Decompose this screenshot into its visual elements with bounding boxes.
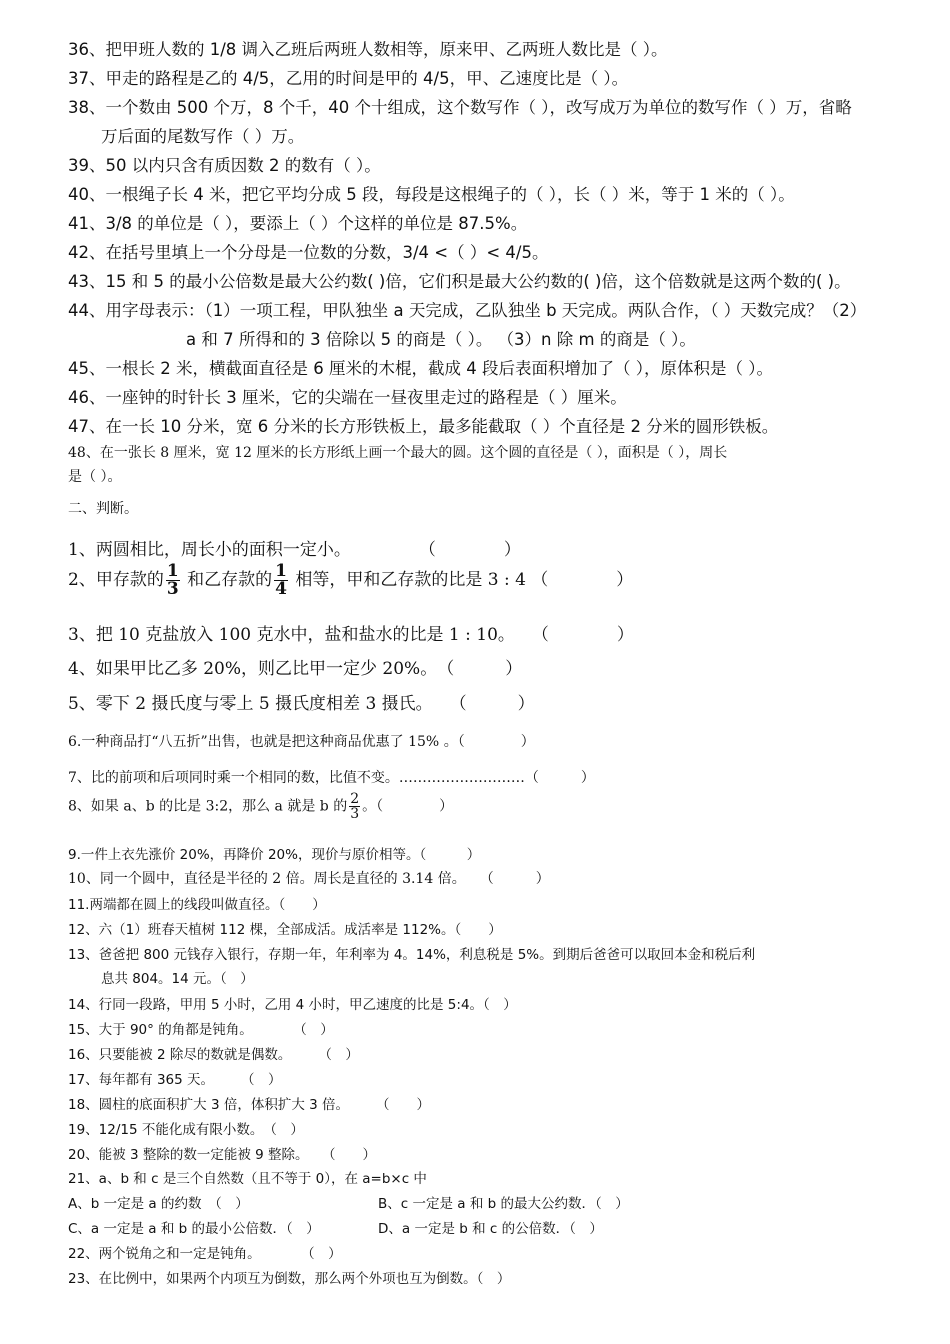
question-38: 38、一个数由 500 个万，8 个千，40 个十组成，这个数写作（ ），改写成万为单位的数写作（ ）万，省略: [68, 98, 852, 117]
question-39: 39、50 以内只含有质因数 2 的数有（ ）。: [68, 156, 381, 175]
question-46: 46、一座钟的时针长 3 厘米，它的尖端在一昼夜里走过的路程是（ ）厘米。: [68, 388, 627, 407]
question-44: 44、用字母表示：（1）一项工程，甲队独坐 a 天完成，乙队独坐 b 天完成。两队合作，（ ）天数完成？（2）: [68, 301, 867, 320]
tf-question-8: [68, 792, 453, 821]
tf-question-17: 17、每年都有 365 天。 （ ）: [68, 1072, 282, 1088]
tf-question-9: 9.一件上衣先涨价 20%，再降价 20%，现价与原价相等。（ ）: [68, 847, 481, 863]
tf-question-8-part1: 8、如果 a、b 的比是 3:2，那么 a 就是 b 的: [68, 798, 348, 815]
fraction-one-third: $\frac{1}{3}$: [166, 561, 179, 599]
tf-question-16: 16、只要能被 2 除尽的数就是偶数。 （ ）: [68, 1047, 359, 1063]
tf-question-21: 21、a、b 和 c 是三个自然数（且不等于 0），在 a=b×c 中: [68, 1171, 427, 1187]
tf-question-4: 4、如果甲比乙多 20%，则乙比甲一定少 20%。 （ ）: [68, 659, 523, 679]
tf-question-21-option-b: B、c 一定是 a 和 b 的最大公约数．（ ）: [378, 1196, 629, 1212]
tf-question-21-option-c: C、a 一定是 a 和 b 的最小公倍数．（ ）: [68, 1221, 320, 1237]
section-heading-judgement: 二、判断。: [68, 501, 138, 517]
tf-question-2: [68, 563, 633, 598]
tf-question-20: 20、能被 3 整除的数一定能被 9 整除。 （ ）: [68, 1147, 377, 1163]
question-38-cont: 万后面的尾数写作（ ）万。: [101, 127, 305, 146]
tf-question-8-part2: 。（ ）: [362, 798, 454, 815]
tf-question-13-cont: 息共 804。14 元。（ ）: [101, 971, 254, 987]
question-36: 36、把甲班人数的 1/8 调入乙班后两班人数相等，原来甲、乙两班人数比是（ ）。: [68, 40, 668, 59]
question-41: 41、3/8 的单位是（ ），要添上（ ）个这样的单位是 87.5%。: [68, 214, 528, 233]
tf-question-13: 13、爸爸把 800 元钱存入银行，存期一年，年利率为 4。14%，利息税是 5%。到期后爸爸可以取回本金和税后利: [68, 947, 756, 963]
question-48-cont: 是（ ）。: [68, 469, 122, 485]
tf-question-22: 22、两个锐角之和一定是钝角。 （ ）: [68, 1246, 342, 1262]
tf-question-3: 3、把 10 克盐放入 100 克水中，盐和盐水的比是 1 : 10。 （ ）: [68, 625, 634, 645]
tf-question-23: 23、在比例中，如果两个内项互为倒数，那么两个外项也互为倒数。（ ）: [68, 1271, 511, 1287]
tf-question-1: 1、两圆相比，周长小的面积一定小。 （ ）: [68, 540, 521, 560]
tf-question-18: 18、圆柱的底面积扩大 3 倍，体积扩大 3 倍。 （ ）: [68, 1097, 431, 1113]
question-47: 47、在一长 10 分米，宽 6 分米的长方形铁板上，最多能截取（ ）个直径是 2 分米的圆形铁板。: [68, 417, 779, 436]
question-43: 43、15 和 5 的最小公倍数是最大公约数( )倍，它们积是最大公约数的( )倍，这个倍数就是这两个数的( )。: [68, 272, 851, 291]
question-45: 45、一根长 2 米，横截面直径是 6 厘米的木棍，截成 4 段后表面积增加了（ ），原体积是（ ）。: [68, 359, 773, 378]
question-48: 48、在一张长 8 厘米，宽 12 厘米的长方形纸上画一个最大的圆。这个圆的直径是（ ），面积是（ ），周长: [68, 445, 728, 461]
tf-question-7: 7、比的前项和后项同时乘一个相同的数，比值不变。………………………（ ）: [68, 770, 595, 786]
question-44-cont: a 和 7 所得和的 3 倍除以 5 的商是（ ）。 （3）n 除 m 的商是（ ）。: [186, 330, 696, 349]
tf-question-5: 5、零下 2 摄氏度与零上 5 摄氏度相差 3 摄氏。 （ ）: [68, 694, 535, 714]
tf-question-12: 12、六（1）班春天植树 112 棵，全部成活。成活率是 112%。（ ）: [68, 922, 502, 938]
question-42: 42、在括号里填上一个分母是一位数的分数，3/4 <（ ）< 4/5。: [68, 243, 549, 262]
tf-question-14: 14、行同一段路，甲用 5 小时，乙用 4 小时，甲乙速度的比是 5:4。（ ）: [68, 997, 517, 1013]
tf-question-10: 10、同一个圆中，直径是半径的 2 倍。周长是直径的 3.14 倍。 （ ）: [68, 871, 550, 887]
fraction-two-thirds: $\frac{2}{3}$: [350, 791, 360, 822]
tf-question-19: 19、12/15 不能化成有限小数。 （ ）: [68, 1122, 304, 1138]
tf-question-2-part3: 相等，甲和乙存款的比是 3 : 4 （ ）: [289, 570, 634, 590]
tf-question-2-part2: 和乙存款的: [181, 570, 273, 590]
question-37: 37、甲走的路程是乙的 4/5，乙用的时间是甲的 4/5，甲、乙速度比是（ ）。: [68, 69, 629, 88]
tf-question-2-part1: 2、甲存款的: [68, 570, 164, 590]
tf-question-15: 15、大于 90° 的角都是钝角。 （ ）: [68, 1022, 334, 1038]
tf-question-21-option-d: D、a 一定是 b 和 c 的公倍数．（ ）: [378, 1221, 603, 1237]
fraction-one-fourth: $\frac{1}{4}$: [275, 561, 287, 599]
question-40: 40、一根绳子长 4 米，把它平均分成 5 段，每段是这根绳子的（ ），长（ ）米，等于 1 米的（ ）。: [68, 185, 795, 204]
tf-question-6: 6.一种商品打“八五折”出售，也就是把这种商品优惠了 15% 。（ ）: [68, 734, 535, 750]
tf-question-11: 11.两端都在圆上的线段叫做直径。（ ）: [68, 897, 326, 913]
tf-question-21-option-a: A、b 一定是 a 的约数 （ ）: [68, 1196, 249, 1212]
